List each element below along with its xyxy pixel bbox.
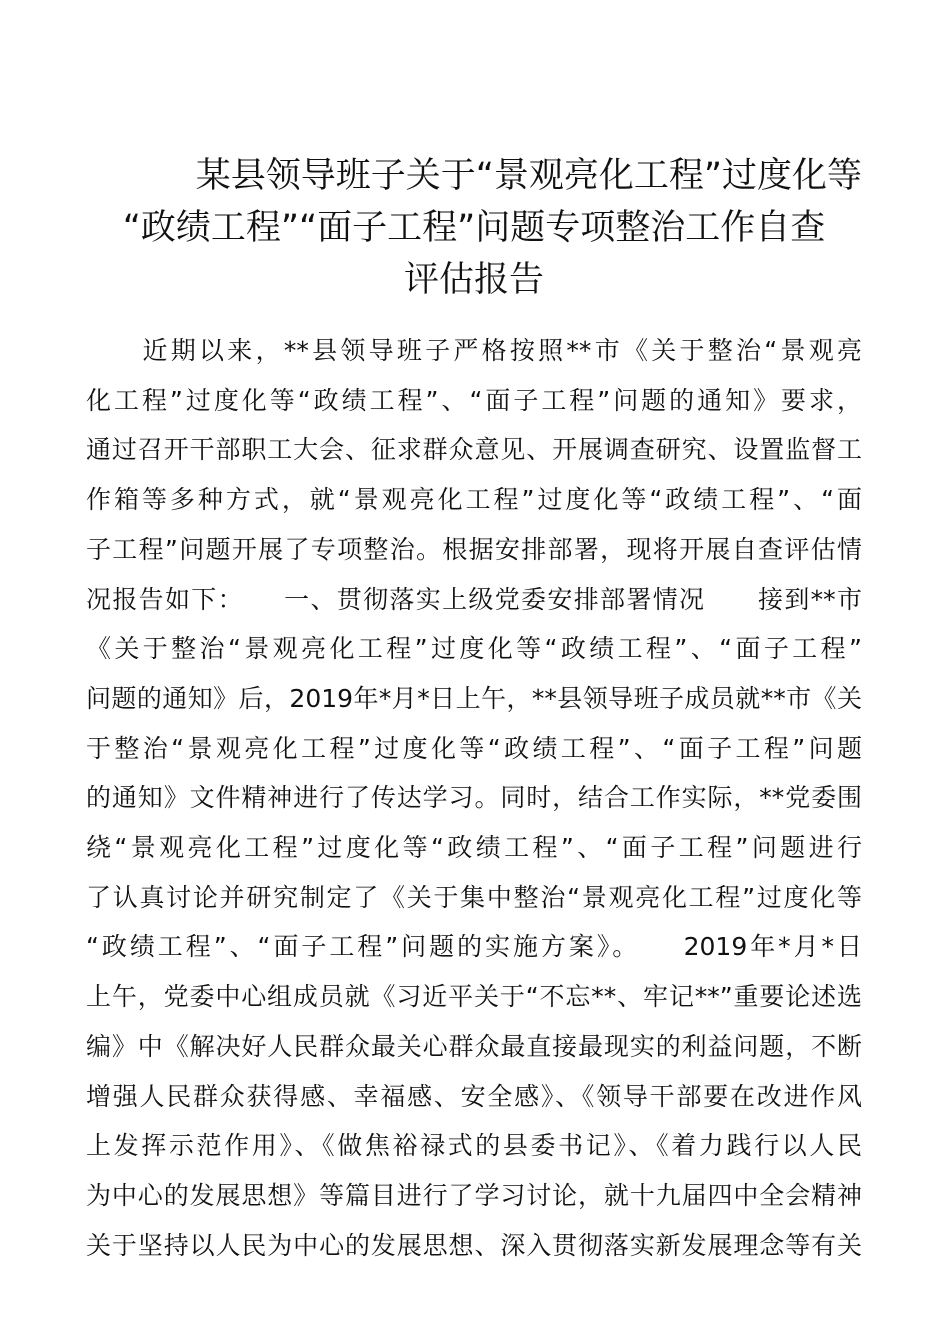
body-line: 子工程”问题开展了专项整治。根据安排部署，现将开展自查评估情 (86, 534, 862, 564)
title-line: 某县领导班子关于“景观亮化工程”过度化等 (195, 156, 862, 196)
body-line: 作箱等多种方式，就“景观亮化工程”过度化等“政绩工程”、“面 (86, 485, 862, 515)
document-title (86, 150, 862, 306)
body-line: 近期以来，**县领导班子严格按照**市《关于整治“景观亮 (86, 336, 862, 365)
body-line: 增强人民群众获得感、幸福感、安全感》、《领导干部要在改进作风 (86, 1081, 862, 1111)
body-line: “政绩工程”、“面子工程”问题的实施方案》。 2019年*月*日 (86, 932, 862, 962)
body-line: 《关于整治“景观亮化工程”过度化等“政绩工程”、“面子工程” (86, 634, 862, 664)
body-line: 通过召开干部职工大会、征求群众意见、开展调查研究、设置监督工 (86, 435, 862, 465)
body-line: 问题的通知》后，2019年*月*日上午，**县领导班子成员就**市《关 (86, 683, 862, 713)
body-line: 化工程”过度化等“政绩工程”、“面子工程”问题的通知》要求， (86, 385, 862, 415)
document-body (86, 326, 862, 1270)
body-line: 的通知》文件精神进行了传达学习。同时，结合工作实际，**党委围 (86, 783, 862, 813)
body-line: 于整治“景观亮化工程”过度化等“政绩工程”、“面子工程”问题 (86, 733, 862, 763)
body-line: 关于坚持以人民为中心的发展思想、深入贯彻落实新发展理念等有关 (86, 1230, 862, 1260)
body-line: 上午，党委中心组成员就《习近平关于“不忘**、牢记**”重要论述选 (86, 982, 862, 1012)
body-line: 编》中《解决好人民群众最关心群众最直接最现实的利益问题，不断 (86, 1031, 862, 1061)
title-line: 评估报告 (403, 260, 544, 300)
body-line: 了认真讨论并研究制定了《关于集中整治“景观亮化工程”过度化等 (86, 882, 862, 912)
body-line: 上发挥示范作用》、《做焦裕禄式的县委书记》、《着力践行以人民 (86, 1131, 862, 1161)
title-line: “政绩工程”“面子工程”问题专项整治工作自查 (122, 208, 826, 248)
body-line: 为中心的发展思想》等篇目进行了学习讨论，就十九届四中全会精神 (86, 1180, 862, 1210)
body-line: 况报告如下： 一、贯彻落实上级党委安排部署情况 接到**市 (86, 584, 862, 614)
body-line: 绕“景观亮化工程”过度化等“政绩工程”、“面子工程”问题进行 (86, 833, 862, 863)
